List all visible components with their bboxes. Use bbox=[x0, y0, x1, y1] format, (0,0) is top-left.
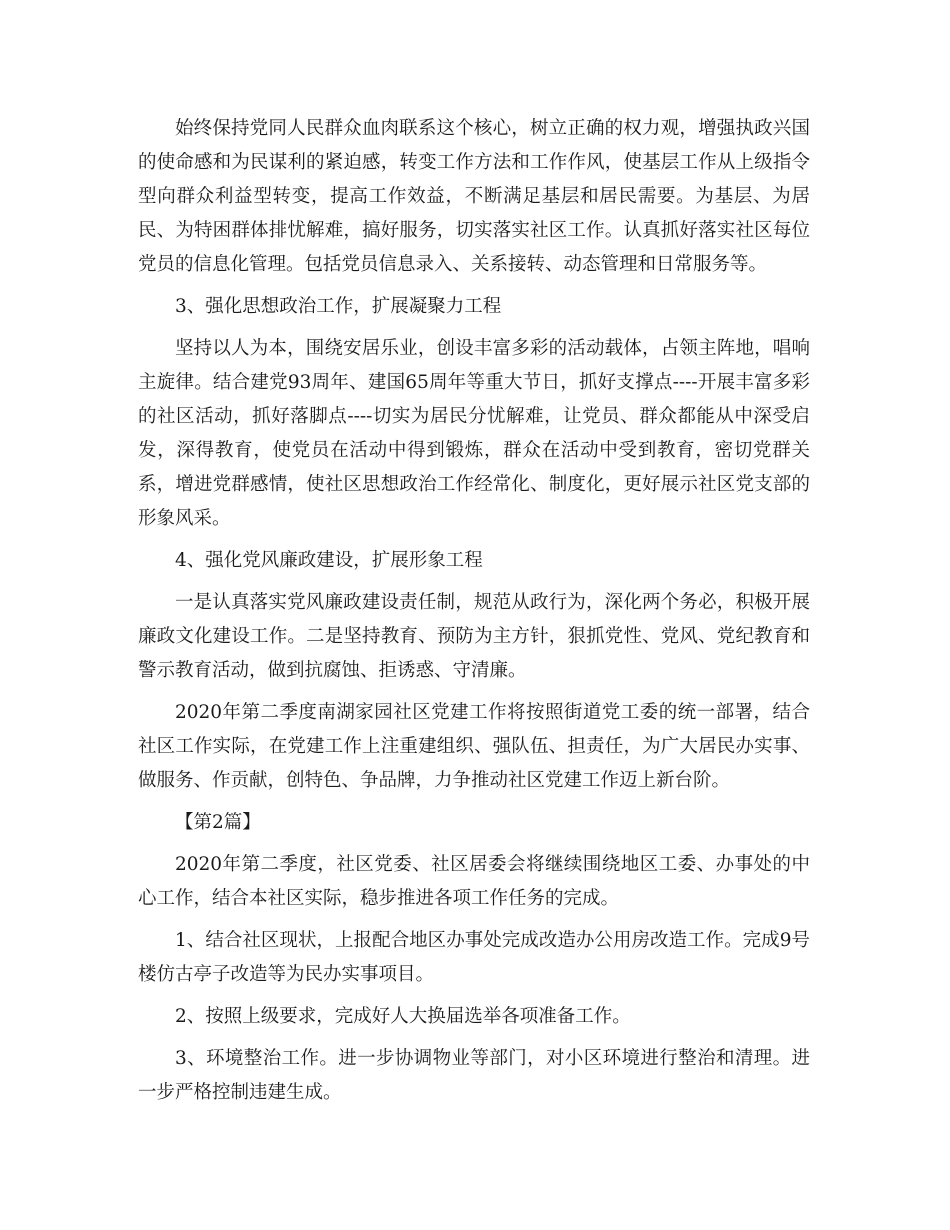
document-body bbox=[138, 112, 810, 1118]
list-item: 2、按照上级要求，完成好人大换届选举各项准备工作。 bbox=[175, 1006, 631, 1027]
list-item: 3、环境整治工作。进一步协调物业等部门，对小区环境进行整治和清理。进一步严格控制违建生成。 bbox=[138, 1048, 810, 1103]
body-paragraph: 始终保持党同人民群众血肉联系这个核心，树立正确的权力观，增强执政兴国的使命感和为民谋利的紧迫感，转变工作方法和工作作风，使基层工作从上级指令型向群众利益型转变，提高工作效益，不断满足基层和居民需要。为基层、为居民、为特困群体排忧解难，搞好服务，切实落实社区工作。认真抓好落实社区每位党员的信息化管理。包括党员信息录入、关系接转、动态管理和日常服务等。 bbox=[138, 118, 810, 275]
article-marker: 【第2篇】 bbox=[175, 812, 261, 833]
body-paragraph: 坚持以人为本，围绕安居乐业，创设丰富多彩的活动载体，占领主阵地，唱响主旋律。结合建党93周年、建国65周年等重大节日，抓好支撑点----开展丰富多彩的社区活动，抓好落脚点----切实为居民分忧解难，让党员、群众都能从中深受启发，深得教育，使党员在活动中得到锻炼，群众在活动中受到教育，密切党群关系，增进党群感情，使社区思想政治工作经常化、制度化，更好展示社区党支部的形象风采。 bbox=[138, 338, 810, 529]
list-item: 1、结合社区现状，上报配合地区办事处完成改造办公用房改造工作。完成9号楼仿古亭子改造等为民办实事项目。 bbox=[138, 930, 810, 985]
section-heading: 4、强化党风廉政建设，扩展形象工程 bbox=[175, 550, 483, 571]
section-heading: 3、强化思想政治工作，扩展凝聚力工程 bbox=[175, 296, 502, 317]
body-paragraph: 2020年第二季度南湖家园社区党建工作将按照街道党工委的统一部署，结合社区工作实际，在党建工作上注重建组织、强队伍、担责任，为广大居民办实事、做服务、作贡献，创特色、争品牌，力争推动社区党建工作迈上新台阶。 bbox=[138, 702, 810, 791]
body-paragraph: 2020年第二季度，社区党委、社区居委会将继续围绕地区工委、办事处的中心工作，结合本社区实际，稳步推进各项工作任务的完成。 bbox=[138, 854, 810, 909]
body-paragraph: 一是认真落实党风廉政建设责任制，规范从政行为，深化两个务必，积极开展廉政文化建设工作。二是坚持教育、预防为主方针，狠抓党性、党风、党纪教育和警示教育活动，做到抗腐蚀、拒诱惑、守清廉。 bbox=[138, 592, 810, 681]
